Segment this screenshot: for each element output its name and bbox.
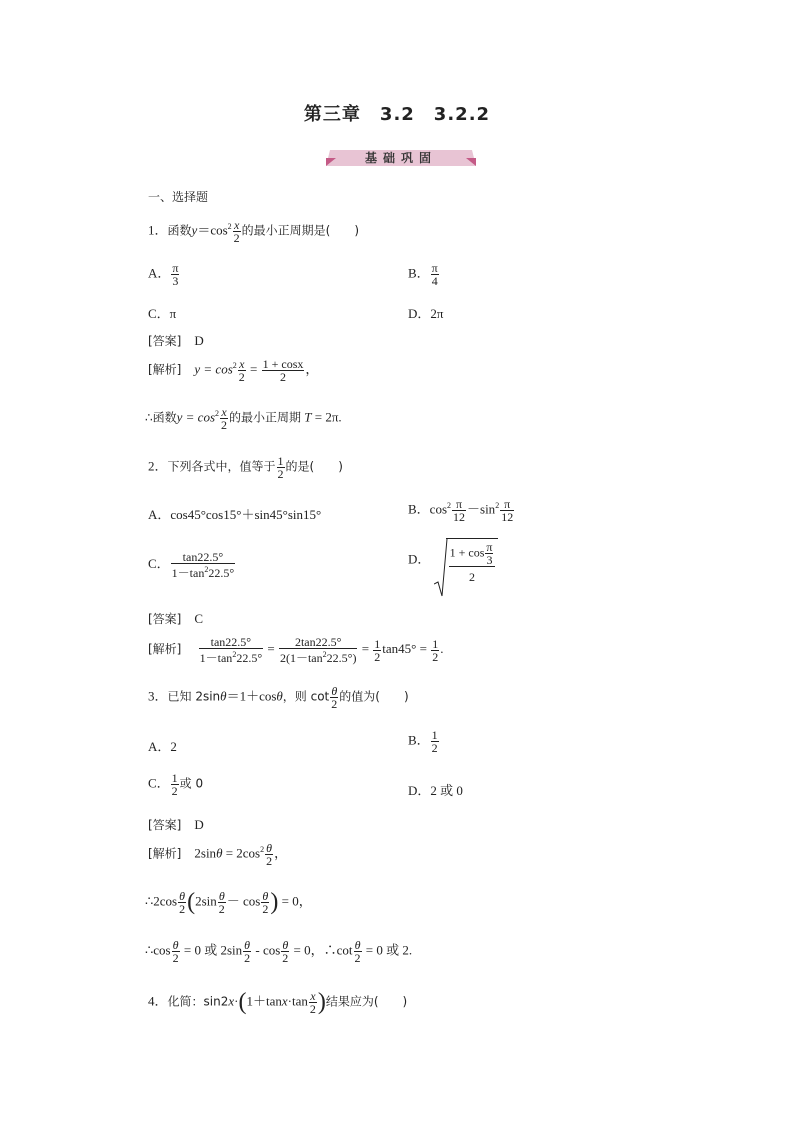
section-heading: 一、选择题 [148, 190, 209, 204]
q1-option-c: C．π [148, 306, 177, 321]
q2-option-c: C． $\frac{\tan 22.5^\circ}{1-\tan^222.5^\circ}$ [148, 550, 235, 580]
q1-option-a: A． $\frac{\pi}{3}$ [148, 261, 179, 288]
q3-answer: [答案] D [148, 817, 204, 832]
q1-answer: [答案] D [148, 333, 204, 348]
question-1: 1．函数$y=\cos^2$ $\frac{x}{2}$ 的最小正周期是( ) [148, 218, 360, 245]
q2-option-d: D． 1 + cos $\frac{\pi}{3}$ 2 [408, 538, 498, 583]
q3-option-b: B． $\frac{1}{2}$ [408, 728, 438, 755]
section-banner-text: 基础巩固 [364, 151, 437, 165]
page-title: 第三章 3.2 3.2.2 [303, 104, 491, 125]
question-2: 2．下列各式中，值等于 $\frac{1}{2}$ 的是( ) [148, 454, 343, 481]
q3-solution-line-3: ∴cos $\frac{\theta}{2}$ = 0 或 2sin $\frac{\theta}{2}$ - cos $\frac{\theta}{2}$ = 0，∴cot $\frac{\theta}{2}$ = 0 或 2. [145, 938, 413, 965]
q3-option-d: D．2 或 0 [408, 783, 463, 798]
q2-answer: [答案] C [148, 611, 204, 626]
q1-option-d: D．2π [408, 306, 444, 321]
question-4: 4．化简：sin2x·(1＋tanx·tan $\frac{x}{2}$ )结果应为( ) [148, 989, 408, 1016]
q3-option-a: A．2 [148, 739, 177, 754]
q3-solution-line-1: [解析] $2\sin\theta = 2\cos^2$ $\frac{\theta}{2}$ ， [148, 841, 288, 868]
q3-option-c: C． $\frac{1}{2}$ 或 0 [148, 771, 204, 798]
q1-option-b: B． $\frac{\pi}{4}$ [408, 261, 438, 288]
q2-solution: [解析] $\frac{\tan 22.5^\circ}{1-\tan^222.5^\circ}$ = $\frac{2\tan 22.5^\circ}{2(1-\tan^222.5^\circ)}$ = $\frac{1}{2}$ tan45° = $\frac{1}{2}$ . [148, 635, 444, 665]
q3-solution-line-2: ∴2cos $\frac{\theta}{2}$ (2sin $\frac{\theta}{2}$ － cos $\frac{\theta}{2}$ ) = 0， [145, 889, 312, 916]
q1-solution-conclusion: ∴函数$y = \cos^2$ $\frac{x}{2}$ 的最小正周期 T = 2π. [145, 405, 342, 432]
q2-option-b: B．$\cos^2$ $\frac{\pi}{12}$ $-\sin^2$ $\frac{\pi}{12}$ [408, 497, 514, 524]
q2-option-a: A．cos45°cos15°＋sin45°sin15° [148, 507, 322, 522]
question-3: 3．已知 2sinθ＝1＋cosθ，则 cot $\frac{\theta}{2}$ 的值为( ) [148, 684, 409, 711]
q1-solution: [解析] $y = \cos^2$ $\frac{x}{2}$ = $\frac{1 + \cos x}{2}$ ， [148, 357, 319, 384]
